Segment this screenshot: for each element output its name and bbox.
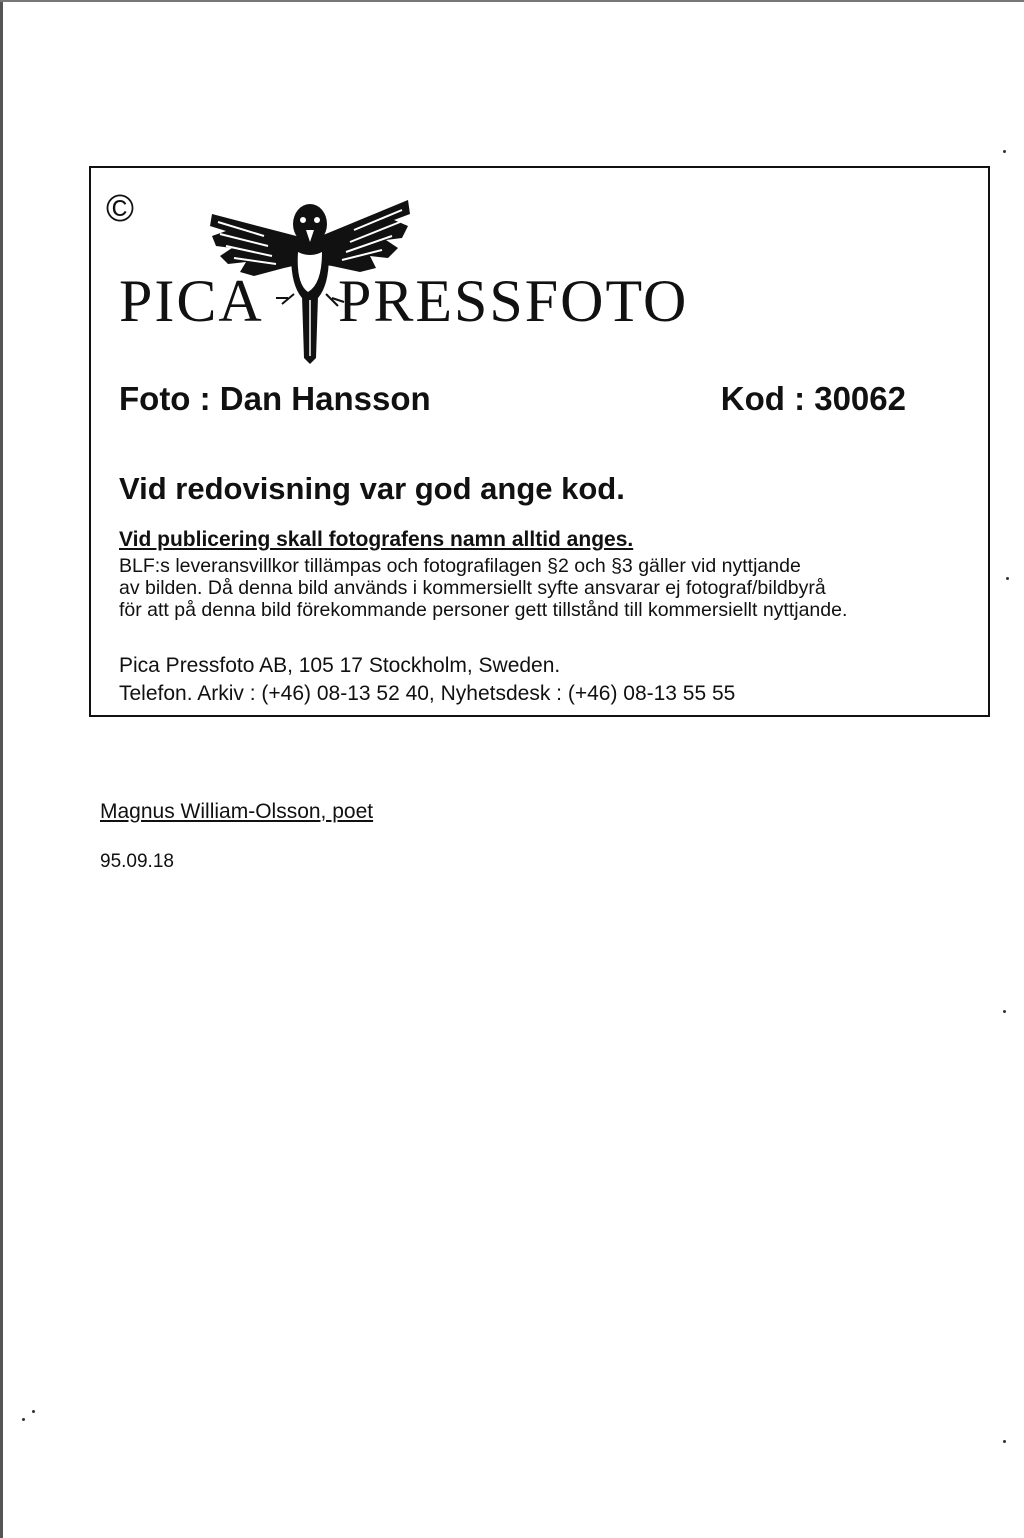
scan-speck <box>1003 1440 1006 1443</box>
photographer-credit: Foto : Dan Hansson <box>119 380 431 417</box>
license-terms <box>119 555 964 621</box>
scan-speck <box>32 1410 35 1413</box>
code-notice: Vid redovisning var god ange kod. <box>119 471 625 506</box>
scan-speck <box>1006 577 1009 580</box>
photo-stamp <box>89 166 990 717</box>
scan-speck <box>1003 1010 1006 1013</box>
terms-line: av bilden. Då denna bild används i kommersiellt syfte ansvarar ej fotograf/bildbyrå <box>119 577 826 599</box>
brand-name-pica: PICA <box>119 268 264 334</box>
scan-speck <box>1003 150 1006 153</box>
terms-line: för att på denna bild förekommande personer gett tillstånd till kommersiellt nyttjande. <box>119 599 848 621</box>
copyright-symbol: © <box>106 188 134 230</box>
caption-subject: Magnus William-Olsson, poet <box>100 800 374 823</box>
brand-name-pressfoto: PRESSFOTO <box>338 268 689 334</box>
agency-phone: Telefon. Arkiv : (+46) 08-13 52 40, Nyhetsdesk : (+46) 08-13 55 55 <box>119 682 736 705</box>
terms-line: BLF:s leveransvillkor tillämpas och fotografilagen §2 och §3 gäller vid nyttjande <box>119 555 801 577</box>
scan-speck <box>22 1418 25 1421</box>
publishing-notice: Vid publicering skall fotografens namn alltid anges. <box>119 528 634 551</box>
page-edge <box>0 0 3 1538</box>
photo-code: Kod : 30062 <box>720 380 906 417</box>
caption-date: 95.09.18 <box>100 851 174 872</box>
page-edge-top <box>0 0 1024 2</box>
agency-address: Pica Pressfoto AB, 105 17 Stockholm, Sweden. <box>119 654 561 677</box>
